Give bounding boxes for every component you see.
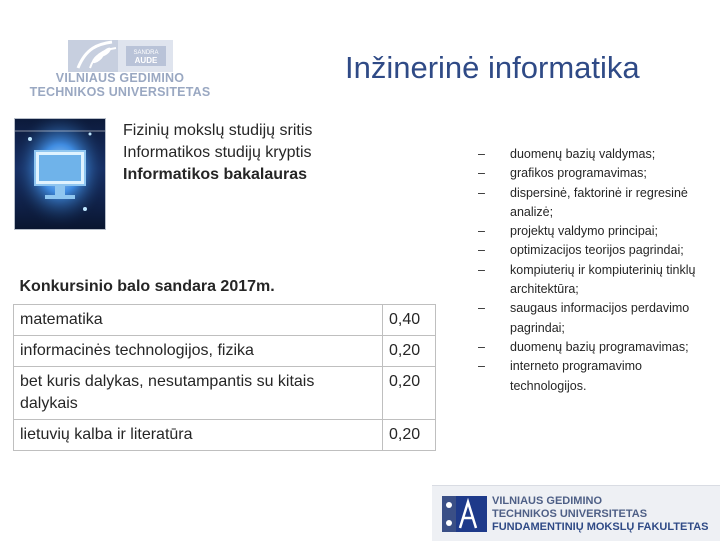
page-title: Inžinerinė informatika — [345, 50, 640, 85]
list-item — [478, 145, 703, 164]
list-item — [478, 338, 703, 357]
university-logo — [20, 38, 210, 100]
dash-bullet: – — [478, 147, 485, 161]
list-item-text: saugaus informacijos perdavimo pagrindai; — [510, 301, 690, 335]
subject-cell: matematika — [14, 305, 383, 336]
study-direction: Informatikos studijų kryptis — [123, 144, 312, 161]
list-item-text: optimizacijos teorijos pagrindai; — [510, 243, 684, 258]
list-item-text: projektų valdymo principai; — [510, 224, 658, 239]
study-area: Fizinių mokslų studijų sritis — [123, 122, 313, 139]
university-emblem-icon — [68, 38, 178, 74]
dash-bullet: – — [478, 339, 485, 354]
list-item-text: kompiuterių ir kompiuterinių tinklų architektūra; — [510, 262, 696, 297]
subject-cell: informacinės technologijos, fizika — [14, 336, 383, 367]
computer-screen-photo — [14, 118, 106, 230]
list-item — [478, 184, 703, 223]
list-item-text: duomenų bazių programavimas; — [510, 339, 689, 354]
table-row — [14, 336, 436, 367]
badge-small: AUDE — [134, 56, 158, 65]
weight-cell: 0,40 — [383, 305, 436, 336]
weight-cell: 0,20 — [383, 336, 436, 367]
monitor-image-icon — [15, 119, 105, 229]
program-info — [123, 120, 312, 186]
list-item — [478, 241, 703, 260]
table-row — [14, 305, 436, 336]
logo-line-1: VILNIAUS GEDIMINO — [55, 71, 185, 85]
list-item — [478, 299, 703, 338]
logo-line-2: TECHNIKOS UNIVERSITETAS — [29, 85, 211, 99]
banner-line-3: FUNDAMENTINIŲ MOKSLŲ FAKULTETAS — [492, 521, 709, 533]
list-item-text: grafikos programavimas; — [510, 166, 647, 181]
dash-bullet: – — [478, 243, 485, 258]
badge-small-top: SANDRA — [133, 50, 159, 56]
table-heading: Konkursinio balo sandara 2017m. — [14, 270, 436, 305]
list-item — [478, 222, 703, 241]
score-composition-table — [13, 270, 436, 451]
faculty-banner — [432, 485, 720, 541]
course-topics-list — [478, 145, 703, 396]
dash-bullet: – — [478, 262, 485, 277]
banner-line-1: VILNIAUS GEDIMINO — [492, 495, 603, 507]
list-item — [478, 261, 703, 300]
banner-line-2: TECHNIKOS UNIVERSITETAS — [492, 508, 648, 520]
dash-bullet: – — [478, 301, 485, 316]
list-item-text: dispersinė, faktorinė ir regresinė analizė; — [510, 185, 688, 219]
subject-cell: bet kuris dalykas, nesutampantis su kitais dalykais — [14, 367, 383, 420]
faculty-logo-icon — [442, 496, 487, 532]
weight-cell: 0,20 — [383, 367, 436, 420]
dash-bullet: – — [478, 359, 485, 374]
table-row — [14, 420, 436, 451]
table-row — [14, 367, 436, 420]
dash-bullet: – — [478, 224, 485, 239]
list-item — [478, 357, 703, 396]
degree-name: Informatikos bakalauras — [123, 166, 308, 183]
dash-bullet: – — [478, 185, 485, 200]
list-item-text: duomenų bazių valdymas; — [510, 147, 656, 161]
weight-cell: 0,20 — [383, 420, 436, 451]
list-item — [478, 164, 703, 183]
list-item-text: interneto programavimo technologijos. — [510, 359, 643, 393]
dash-bullet: – — [478, 166, 485, 181]
subject-cell: lietuvių kalba ir literatūra — [14, 420, 383, 451]
